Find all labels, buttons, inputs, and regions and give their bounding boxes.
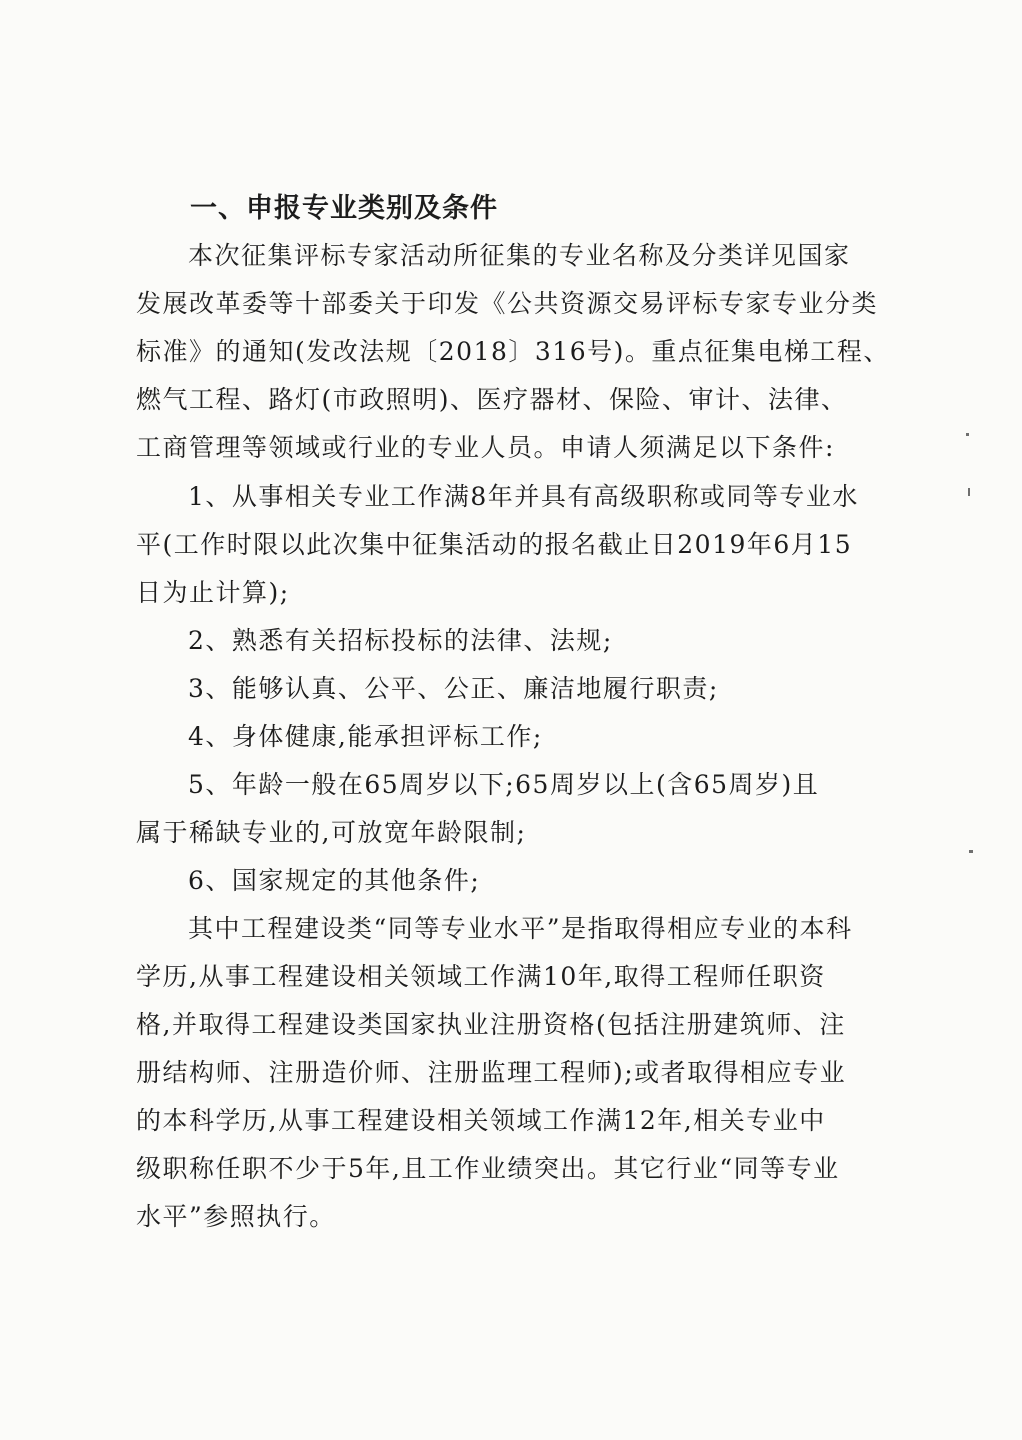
- body-line: 格,并取得工程建设类国家执业注册资格(包括注册建筑师、注: [136, 1010, 846, 1039]
- body-line: 其中工程建设类“同等专业水平”是指取得相应专业的本科: [188, 914, 853, 943]
- body-line: 1、从事相关专业工作满8年并具有高级职称或同等专业水: [188, 482, 859, 511]
- body-line: 6、国家规定的其他条件;: [188, 866, 481, 895]
- body-line: 燃气工程、路灯(市政照明)、医疗器材、保险、审计、法律、: [136, 385, 848, 414]
- body-line: 属于稀缺专业的,可放宽年龄限制;: [136, 818, 527, 847]
- body-line: 4、身体健康,能承担评标工作;: [188, 722, 543, 751]
- body-line: 5、年龄一般在65周岁以下;65周岁以上(含65周岁)且: [188, 770, 820, 799]
- body-line: 日为止计算);: [136, 578, 290, 607]
- body-line: 工商管理等领域或行业的专业人员。申请人须满足以下条件:: [136, 433, 835, 462]
- body-line: 学历,从事工程建设相关领域工作满10年,取得工程师任职资: [136, 962, 826, 991]
- section-heading: 一、申报专业类别及条件: [190, 193, 498, 224]
- body-line: 3、能够认真、公平、公正、廉洁地履行职责;: [188, 674, 719, 703]
- scan-speck: [966, 433, 969, 436]
- body-line: 册结构师、注册造价师、注册监理工程师);或者取得相应专业: [136, 1058, 847, 1087]
- body-line: 发展改革委等十部委关于印发《公共资源交易评标专家专业分类: [136, 289, 879, 318]
- body-line: 水平”参照执行。: [136, 1202, 336, 1231]
- body-line: 的本科学历,从事工程建设相关领域工作满12年,相关专业中: [136, 1106, 826, 1135]
- scan-speck: [968, 488, 970, 496]
- body-line: 级职称任职不少于5年,且工作业绩突出。其它行业“同等专业: [136, 1154, 840, 1183]
- body-line: 2、熟悉有关招标投标的法律、法规;: [188, 626, 613, 655]
- body-line: 平(工作时限以此次集中征集活动的报名截止日2019年6月15: [136, 530, 853, 559]
- scan-speck: [969, 850, 973, 853]
- body-line: 标准》的通知(发改法规〔2018〕316号)。重点征集电梯工程、: [136, 337, 890, 366]
- body-line: 本次征集评标专家活动所征集的专业名称及分类详见国家: [188, 241, 851, 270]
